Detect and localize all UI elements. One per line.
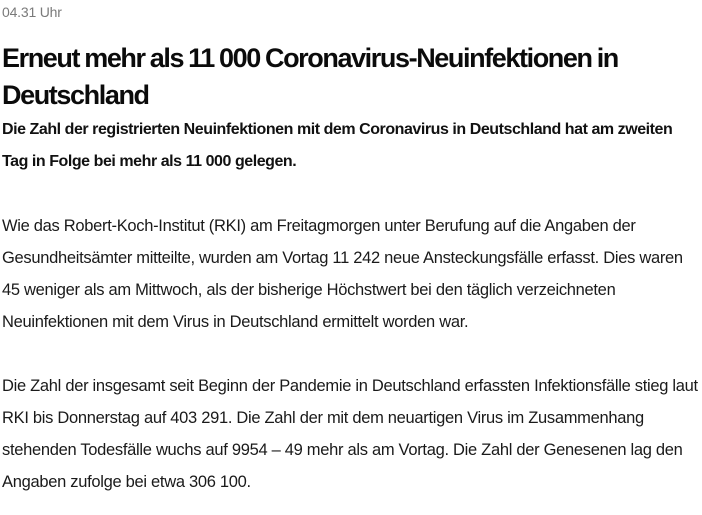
entry-paragraph-1: Wie das Robert-Koch-Institut (RKI) am Freitagmorgen unter Berufung auf die Angaben der Gesundheitsämter mitteilte, wurden am Vortag 11 242 neue Ansteckungsfälle erfasst. Dies waren 45 weniger als am Mittwoch, als der bisherige Höchstwert bei den täglich verzeichneten Neuinfektionen mit dem Virus in Deutschland ermittelt worden war. — [2, 217, 683, 331]
news-ticker-entry — [2, 0, 700, 498]
entry-timestamp: 04.31 Uhr — [2, 4, 62, 20]
entry-lead: Die Zahl der registrierten Neuinfektionen mit dem Coronavirus in Deutschland hat am zweiten Tag in Folge bei mehr als 11 000 gelegen. — [2, 121, 673, 170]
entry-paragraph-2: Die Zahl der insgesamt seit Beginn der Pandemie in Deutschland erfassten Infektionsfälle stieg laut RKI bis Donnerstag auf 403 291. Die Zahl der mit dem neuartigen Virus im Zusammenhang stehenden Todesfälle wuchs auf 9954 – 49 mehr als am Vortag. Die Zahl der Genesenen lag den Angaben zufolge bei etwa 306 100. — [2, 377, 698, 491]
entry-headline: Erneut mehr als 11 000 Coronavirus-Neuinfektionen in Deutschland — [2, 43, 618, 110]
